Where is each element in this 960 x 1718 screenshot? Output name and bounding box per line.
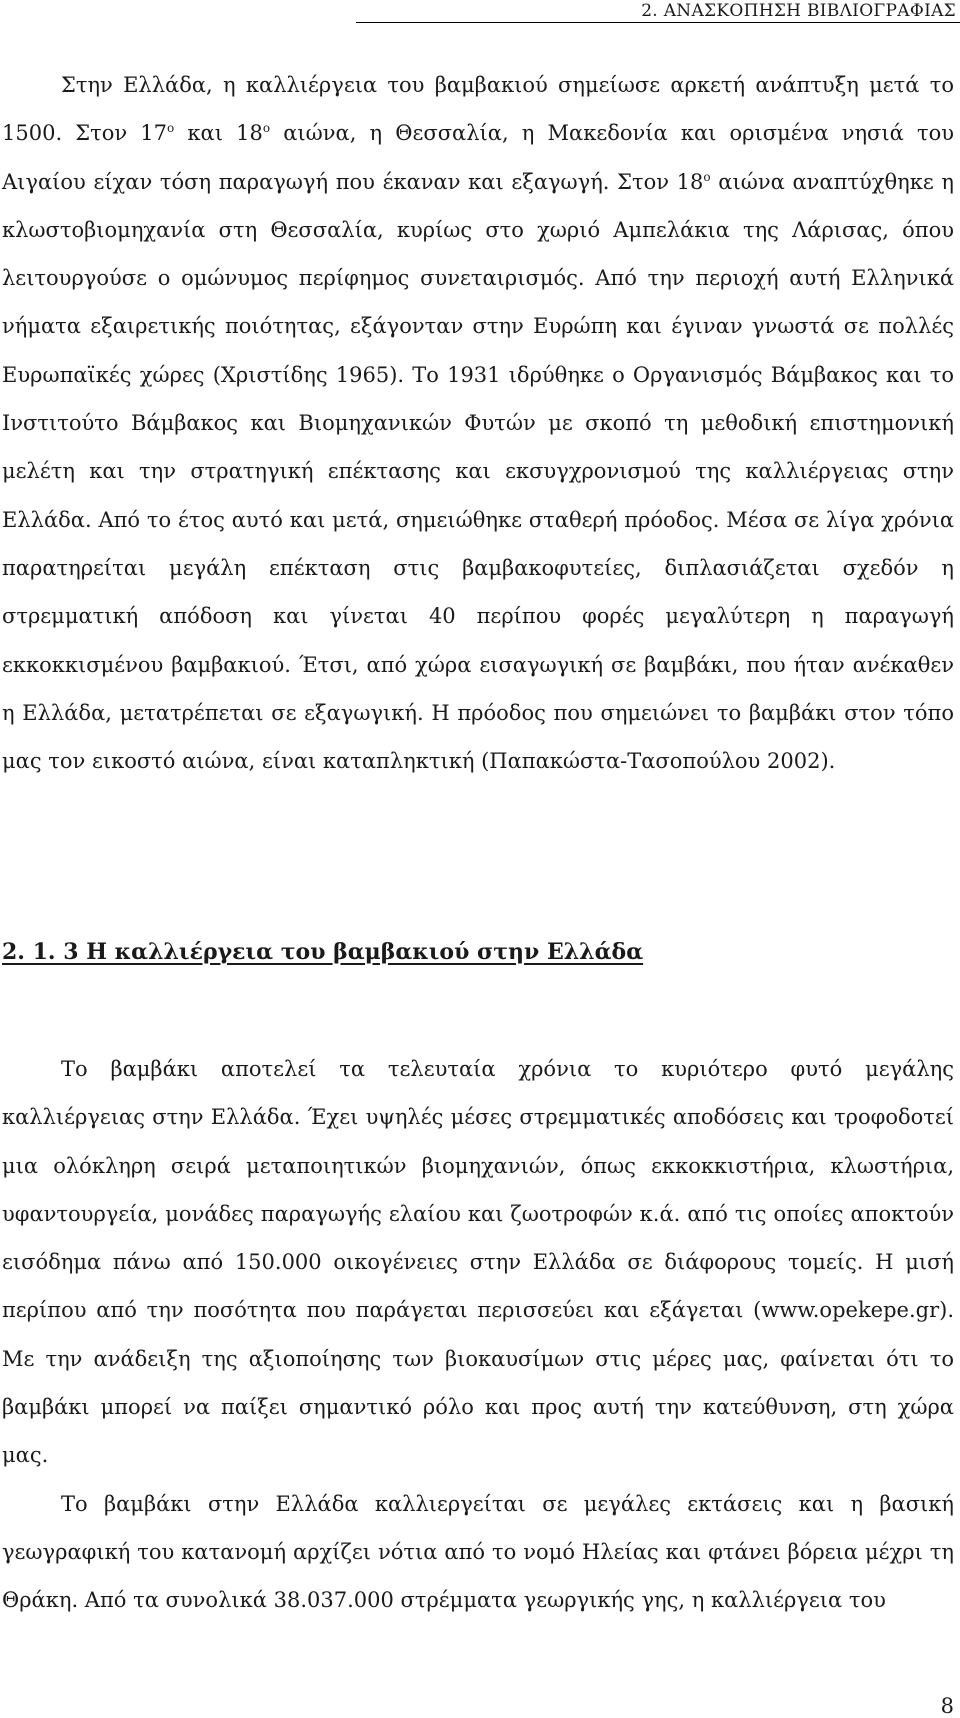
page-body xyxy=(2,61,954,785)
running-header: 2. ΑΝΑΣΚΟΠΗΣΗ ΒΙΒΛΙΟΓΡΑΦΙΑΣ xyxy=(356,0,960,23)
ordinal-superscript: ο xyxy=(262,121,271,136)
ordinal-superscript: ο xyxy=(167,121,175,136)
paragraph-cotton-importance: Το βαμβάκι αποτελεί τα τελευταία χρόνια το κυριότερο φυτό μεγάλης καλλιέργειας στην Ελλάδα. Έχει υψηλές μέσες στρεμματικές αποδόσεις και τροφοδοτεί μια ολόκληρη σειρά μεταποιητικών βιομηχανιών, όπως εκκοκκιστήρια, κλωστήρια, υφαντουργεία, μονάδες παραγωγής ελαίου και ζωοτροφών κ.ά. από τις οποίες αποκτούν εισόδημα πάνω από 150.000 οικογένειες στην Ελλάδα σε διάφορους τομείς. Η μισή περίπου από την ποσότητα που παράγεται περισσεύει και εξάγεται (www.opekepe.gr). Με την ανάδειξη της αξιοποίησης των βιοκαυσίμων στις μέρες μας, φαίνεται ότι το βαμβάκι μπορεί να παίξει σημαντικό ρόλο και προς αυτή την κατεύθυνση, στη χώρα μας. xyxy=(2,1057,954,1468)
section-body xyxy=(2,1045,954,1625)
paragraph-history xyxy=(2,61,954,785)
paragraph-history-part3: αιώνα, η Θεσσαλία, η Μακεδονία και ορισμένα νησιά του Αιγαίου είχαν τόση παραγωγή που έκαναν και εξαγωγή. Στον 18 xyxy=(2,121,954,194)
section-heading: 2. 1. 3 Η καλλιέργεια του βαμβακιού στην Ελλάδα xyxy=(2,939,644,965)
paragraph-history-part4: αιώνα αναπτύχθηκε η κλωστοβιομηχανία στη Θεσσαλία, κυρίως στο χωριό Αμπελάκια της Λάρισας, όπου λειτουργούσε ο ομώνυμος περίφημος συνεταιρισμός. Από την περιοχή αυτή Ελληνικά νήματα εξαιρετικής ποιότητας, εξάγονταν στην Ευρώπη και έγιναν γνωστά σε πολλές Ευρωπαϊκές χώρες (Χριστίδης 1965). Το 1931 ιδρύθηκε ο Οργανισμός Βάμβακος και το Ινστιτούτο Βάμβακος και Βιομηχανικών Φυτών με σκοπό τη μεθοδική επιστημονική μελέτη και την στρατηγική επέκτασης και εκσυγχρονισμού της καλλιέργειας στην Ελλάδα. Από το έτος αυτό και μετά, σημειώθηκε σταθερή πρόοδος. Μέσα σε λίγα χρόνια παρατηρείται μεγάλη επέκταση στις βαμβακοφυτείες, διπλασιάζεται σχεδόν η στρεμματική απόδοση και γίνεται 40 περίπου φορές μεγαλύτερη η παραγωγή εκκοκκισμένου βαμβακιού. Έτσι, από χώρα εισαγωγική σε βαμβάκι, που ήταν ανέκαθεν η Ελλάδα, μετατρέπεται σε εξαγωγική. Η πρόοδος που σημειώνει το βαμβάκι στον τόπο μας τον εικοστό αιώνα, είναι καταπληκτική (Παπακώστα-Τασοπούλου 2002). xyxy=(2,169,954,774)
paragraph-history-part2: και 18 xyxy=(174,121,263,146)
paragraph-cotton-distribution: Το βαμβάκι στην Ελλάδα καλλιεργείται σε μεγάλες εκτάσεις και η βασική γεωγραφική του κατανομή αρχίζει νότια από το νομό Ηλείας και φτάνει βόρεια μέχρι τη Θράκη. Από τα συνολικά 38.037.000 στρέμματα γεωργικής γης, η καλλιέργεια του xyxy=(2,1491,954,1613)
page-number: 8 xyxy=(940,1694,954,1718)
paragraph-history-part1: Στην Ελλάδα, η καλλιέργεια του βαμβακιού σημείωσε αρκετή ανάπτυξη μετά το 1500. Στον 17 xyxy=(2,73,954,146)
ordinal-superscript: ο xyxy=(703,169,711,184)
